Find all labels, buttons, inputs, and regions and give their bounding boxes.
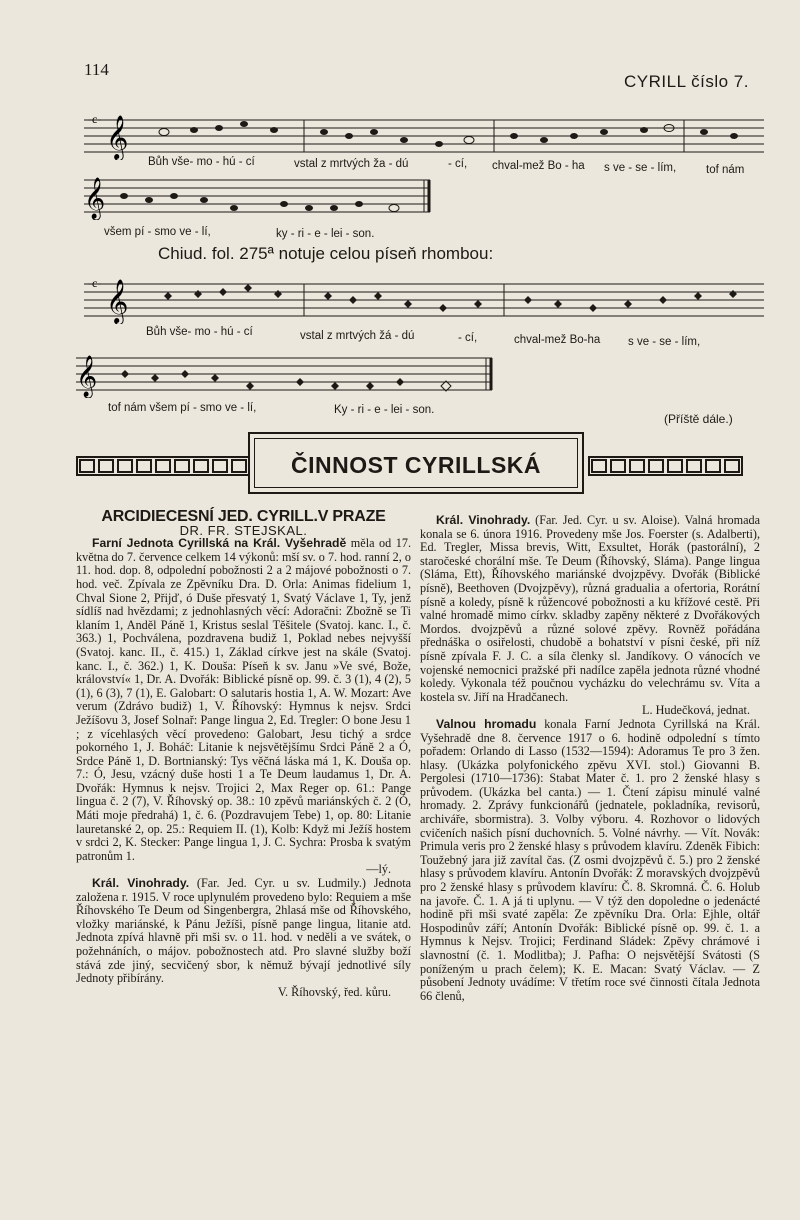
report-general-meeting-heading: Valnou hromadu — [436, 716, 537, 731]
notation-caption: Chiud. fol. 275ª notuje celou píseň rhombou: — [158, 244, 494, 263]
lyric-1-3: - cí, — [448, 158, 468, 170]
report-vinohrady-alois-heading: Král. Vinohrady. — [436, 513, 531, 527]
section-author: DR. FR. STEJSKAL. — [179, 522, 308, 538]
lyric-1-1: Bůh vše- mo - hú - cí — [148, 156, 255, 168]
report-vysehrad-heading: Farní Jednota Cyrillská na Král. Vyšehradě — [92, 536, 347, 551]
report-vinohrady-ludmila-text: (Far. Jed. Cyr. u sv. Ludmily.) Jednota založena r. 1915. V roce uplynulém provedeno bylo: Requiem a mše Říhovského Te Deum od Singenbergra, 2hlasá mše od Říhovského, vložky mariánské, k Pánu Ježíši, písně pange lingua, litanie atd. Jednota zpívá hlavně při mši sv. o 11. hod. v neděli a ve svátek, o požehnáních, o májov. pobožnostech atd. Pro slavné služby boží stává zde jiný, secvičený sbor, k němuž bývají jednotlivé síly Jednoty přibírány. — [76, 876, 411, 986]
section-title: ARCIDIECESNÍ JED. CYRILL.V PRAZE — [101, 508, 386, 525]
lyric-3-2: vstal z mrtvých žá - dú — [300, 330, 415, 342]
lyric-1-4: chval-mež Bo - ha — [492, 160, 585, 172]
report-vinohrady-ludmila-signature: V. Říhovský, řed. kůru. — [277, 984, 391, 999]
music-staff-2 — [84, 172, 434, 220]
report-vysehrad-signature: —lý. — [366, 862, 391, 877]
report-vysehrad — [76, 537, 411, 863]
page-number: 114 — [84, 60, 109, 79]
left-column — [76, 510, 411, 999]
svg-text:𝄞: 𝄞 — [84, 178, 106, 219]
right-column — [420, 514, 760, 1003]
banner-frame — [248, 432, 584, 494]
report-vinohrady-ludmila-heading: Král. Vinohrady. — [92, 876, 190, 891]
continued-note: (Příště dále.) — [664, 412, 733, 426]
report-general-meeting — [420, 718, 760, 1003]
svg-text:-c-: -c- — [88, 276, 102, 290]
svg-text:𝄞: 𝄞 — [106, 279, 129, 323]
music-staff-3 — [84, 274, 764, 324]
music-staff-4 — [76, 350, 496, 398]
svg-text:𝄞: 𝄞 — [76, 356, 98, 397]
report-vinohrady-alois — [420, 514, 760, 704]
report-vysehrad-text: měla od 17. května do 7. července celkem 14 výkonů: mší sv. o 7. hod. ranní 2, o 11. hod. dop. 8, odpolední pobožnosti 2 a 2 májové pobožnosti o 7. hod. več. Zpívala ze Zpěvníku Dra. D. Orla: Animas fidelium 1, Chval Sione 2, Přijď, ó Duše přesvatý 1, Svatý Václave 1, Ty, jenž sídlíš nad hvězdami; z jednohlasných věcí: Adoračni: Zbožně se Ti klaním 1, Anděl Páně 1, Kristus seslal Těšitele (Svatoj. kanc. I., č. 363.) 1, Pochválena, pozdravena budiž 1, Poklad nebes nejvyšší (Svatoj. kanc. II., č. 415.) 1, Základ církve jest na skále (Svatoj. kanc. I., č. 362.) 1, K. Douša: Píseň k sv. Janu »Ve své, Bože, království« 1, Dr. A. Dvořák: Biblické písně op. 99. č. 3 (1), 4 (2), 5 (1), 6 (3), 7 (1), E. Galobart: O salutaris hostia 1, A. W. Mozart: Ave verum (Zdrávo budiž) 1, V. Říhovský: Hymnus k nejsv. Srdci Ježíšovu 3, Josef Solnař: Pange lingua 2, Ed. Tregler: O bone Jesu 1 ; z vícehlasých věcí provedeno: Galobart, Jesu tichý a srdce pokorného 1, J. Boháč: Litanie k nejsvětějšímu Srdci Páně 2 a Ó, Srdce Páně 1, D. Bortnianský: Tys věčná láska má 1, K. Douša op. 7.: Ó, Jesu, vzácný duše hosti 1 a Te Deum laudamus 1, Dr. A. Dvořák: Hymnus k nejsv. Trojici 2, Max Reger op. 61.: Pange lingua č. 2 (7), V. Říhovský op. 38.: 10 zpěvů mariánských č. 2 (Ó, Máti moje předrahá) 1, č. 6. (Pozdravujem Tebe) 1, op. 80: Litanie lauretanské 2, op. 25.: Requiem II. (1), Kolb: Když mi Ježíš hostem v srdci 2, K. Stecker: Pange lingua 1, J. C. Sychra: Prosba k svatým patronům 1. — [76, 536, 411, 863]
lyric-1-5: s ve - se - lím, — [604, 162, 677, 174]
lyric-3-3: - cí, — [458, 332, 478, 344]
section-banner — [76, 432, 756, 496]
lyric-3-5: s ve - se - lím, — [628, 336, 701, 348]
banner-ornament-left — [76, 456, 250, 476]
lyric-3-4: chval-mež Bo-ha — [514, 334, 601, 346]
lyric-3-1: Bůh vše- mo - hú - cí — [146, 326, 253, 338]
svg-text:𝄞: 𝄞 — [106, 115, 129, 159]
lyric-2-1: všem pí - smo ve - lí, — [104, 226, 211, 238]
report-vinohrady-alois-signature: L. Hudečková, jednat. — [642, 703, 750, 718]
banner-ornament-right — [588, 456, 743, 476]
lyric-1-6: tof nám — [706, 164, 745, 176]
report-vinohrady-ludmila — [76, 877, 411, 986]
svg-text:-c-: -c- — [88, 112, 102, 126]
lyric-1-2: vstal z mrtvých ža - dú — [294, 158, 409, 170]
lyric-4-1: tof nám všem pí - smo ve - lí, — [108, 402, 257, 414]
music-staff-1 — [84, 110, 764, 160]
report-vinohrady-alois-text: (Far. Jed. Cyr. u sv. Aloise). Valná hromada konala se 6. února 1916. Provedeny mše Jos. Foerster (s. Adalberti), Ed. Tregler, Missa brevis, Witt, Exsultet, Horák (pastorální), 2 staročeské chorální mše. Te Deum (Říhovský, Sláma). Pange lingua (Sláma, Ett), Říhovského mariánské dvojzpěvy. Dvořák (Biblické písně), Beethoven (Dvojzpěvy), různá gradualia a ofertoria, Rorátní písně a koledy, písně k růžencové pobožnosti a ku křížové cestě. Při valné hromadě mimo církv. skladby zapěny některé z Dvořákových Mordos. dvojzpěvů a různé solové zpěvy. Rovněž pořádána přednáška o osiřelosti, chudobě a bohatství v písni české, při níž písně zpívala F. J. C. a síla členky sl. Jandíkovy. O vánocích ve vojenské nemocnici pražské při nadílce zapěla jednota různé vhodné koledy. Vykonala též poučnou vycházku do velechrámu sv. Víta a kostela sv. Jiří na Hradčanech. — [420, 513, 760, 704]
running-head: CYRILL číslo 7. — [624, 72, 749, 91]
lyric-2-2: ky - ri - e - lei - son. — [276, 228, 375, 240]
lyric-4-2: Ky - ri - e - lei - son. — [334, 404, 435, 416]
banner-title: ČINNOST CYRILLSKÁ — [291, 452, 541, 478]
report-general-meeting-text: konala Farní Jednota Cyrillská na Král. Vyšehradě dne 8. července 1917 o 6. hodině odpolední s tímto pořadem: Orlando di Lasso (1532—1594): Adoramus Te pro 3 žen. hlasy. (Ukázka polyfonického zpěvu XVI. stol.) Giovanni B. Pergolesi (1710—1736): Stabat Mater č. 1. pro 2 ženské hlasy s průvodem. (Ukázka bel canta.) — 1. Čtení zápisu minulé valné hromady. 2. Zprávy funkcionářů (jednatele, pokladníka, revisorů, archiváře, sbormistra). 3. Volby výboru. 4. Rozhovor o lidových cvičeních našich písní duchovních. 5. Volné návrhy. — Vít. Novák: Primula veris pro 2 ženské hlasy s průvodem klavíru. Zdeněk Fibich: Toužebný jara již zavítal čas. (Z osmi dvojzpěvů č. 5.) pro 2 ženské hlasy s průvodem klavíru. Antonín Dvořák: Z moravských dvojzpěvů pro 2 ženské hlasy s průvodem klavíru: Č. 8. Skromná. Č. 6. Holub na javoře. Č. 1. A já ti uplynu. — V týž den dopoledne o jedenácté hodině při mši svaté zapěla: Ze zpěvníku Dra. Orla: Ejhle, oltář Hospodinův září; Antonín Dvořák: Biblické písně op. 99. č. 1. a Hymnus k Nejsv. Trojici; Ferdinand Sládek: Zpěvy chrámové i slavnostní (č. 1. Modlitba); J. Pafha: O nejsvětější Svátosti (S poníženým u prach čelem); K. E. Macan: Svatý Václav. — Z působení Jednoty uvádíme: V třetím roce své činnosti čítala Jednota 66 členů, — [420, 716, 760, 1003]
